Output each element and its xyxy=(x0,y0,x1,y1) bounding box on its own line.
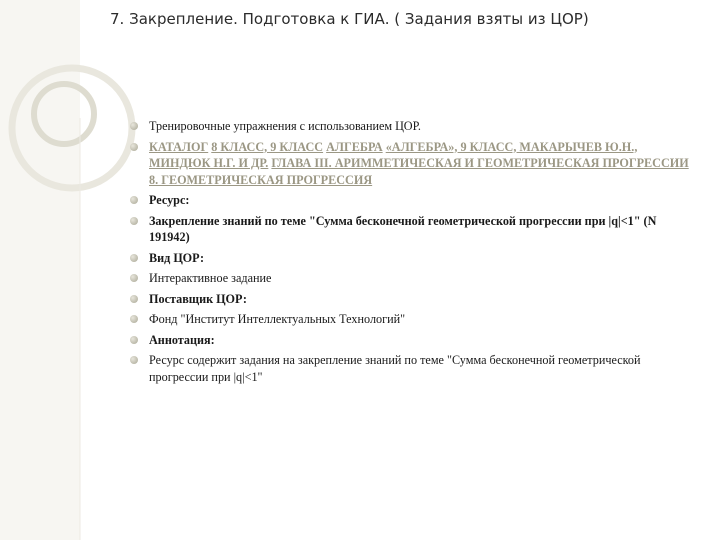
bullet-icon xyxy=(130,143,138,151)
chapter-link[interactable]: ГЛАВА III. АРИММЕТИЧЕСКАЯ И ГЕОМЕТРИЧЕСКАЯ ПРОГРЕССИИ xyxy=(271,156,689,170)
list-item xyxy=(130,192,692,209)
decor-ring-small xyxy=(34,84,94,144)
annotation-label: Аннотация: xyxy=(149,332,215,347)
list-item xyxy=(130,311,692,328)
catalog-link[interactable]: КАТАЛОГ xyxy=(149,139,209,154)
resource-value: Закрепление знаний по теме "Сумма бесконечной геометрической прогрессии при |q|<1" (N 191942) xyxy=(149,213,657,244)
algebra-link[interactable]: АЛГЕБРА xyxy=(326,139,383,154)
bullet-icon xyxy=(130,295,138,303)
type-value: Интерактивное задание xyxy=(149,271,272,285)
supplier-value: Фонд "Институт Интеллектуальных Технологий" xyxy=(149,312,406,326)
textbook-link[interactable]: «АЛГЕБРА», 9 КЛАСС, МАКАРЫЧЕВ Ю.Н., МИНДЮК Н.Г. И ДР. xyxy=(149,139,638,170)
list-item xyxy=(130,352,692,385)
topic-link[interactable]: 8. ГЕОМЕТРИЧЕСКАЯ ПРОГРЕССИЯ xyxy=(149,172,373,187)
bullet-icon xyxy=(130,356,138,364)
list-item xyxy=(130,213,692,246)
list-item xyxy=(130,270,692,287)
slide-title: 7. Закрепление. Подготовка к ГИА. ( Задания взяты из ЦОР) xyxy=(110,10,589,28)
grade-link[interactable]: 8 КЛАСС, 9 КЛАСС xyxy=(211,139,324,154)
bullet-icon xyxy=(130,217,138,225)
list-item xyxy=(130,291,692,308)
bullet-list xyxy=(130,118,692,389)
catalog-breadcrumb xyxy=(130,139,692,189)
bullet-icon xyxy=(130,336,138,344)
type-label: Вид ЦОР: xyxy=(149,250,205,265)
resource-label: Ресурс: xyxy=(149,193,190,207)
bullet-icon xyxy=(130,196,138,204)
bullet-icon xyxy=(130,315,138,323)
list-item xyxy=(130,332,692,349)
bullet-icon xyxy=(130,254,138,262)
supplier-label: Поставщик ЦОР: xyxy=(149,291,247,306)
list-item xyxy=(130,118,692,135)
bullet-icon xyxy=(130,122,138,130)
intro-text: Тренировочные упражнения с использованием ЦОР. xyxy=(149,119,421,133)
list-item xyxy=(130,250,692,267)
annotation-value: Ресурс содержит задания на закрепление знаний по теме "Сумма бесконечной геометрической прогрессии при |q|<1" xyxy=(149,353,641,384)
bullet-icon xyxy=(130,274,138,282)
